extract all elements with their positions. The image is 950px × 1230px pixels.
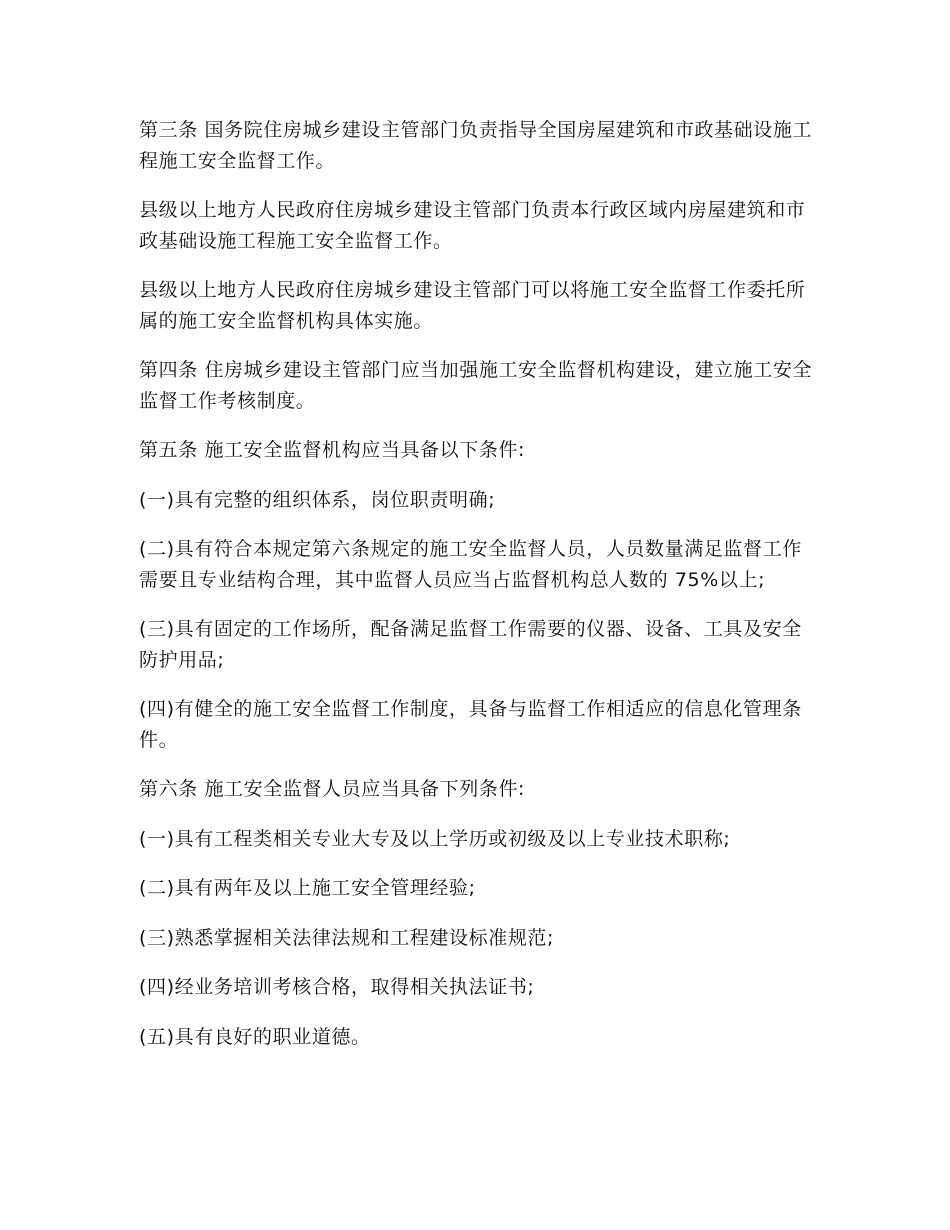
article-6-item-5: (五)具有良好的职业道德。 [139, 1025, 371, 1048]
article-6-item-3: (三)熟悉掌握相关法律法规和工程建设标准规范; [139, 926, 555, 949]
article-3-paragraph: 第三条 国务院住房城乡建设主管部门负责指导全国房屋建筑和市政基础设施工程施工安全监督工作。 [139, 119, 813, 172]
article-6-item-1: (一)具有工程类相关专业大专及以上学历或初级及以上专业技术职称; [139, 827, 731, 850]
county-delegation-paragraph: 县级以上地方人民政府住房城乡建设主管部门可以将施工安全监督工作委托所属的施工安全监督机构具体实施。 [139, 279, 806, 332]
article-4-paragraph: 第四条 住房城乡建设主管部门应当加强施工安全监督机构建设，建立施工安全监督工作考核制度。 [139, 359, 813, 412]
article-6-heading: 第六条 施工安全监督人员应当具备下列条件: [139, 778, 526, 800]
article-5-item-1: (一)具有完整的组织体系，岗位职责明确; [139, 488, 496, 511]
article-5-item-3: (三)具有固定的工作场所，配备满足监督工作需要的仪器、设备、工具及安全防护用品; [139, 618, 802, 671]
article-6-item-2: (二)具有两年及以上施工安全管理经验; [139, 877, 476, 899]
county-responsibility-paragraph: 县级以上地方人民政府住房城乡建设主管部门负责本行政区域内房屋建筑和市政基础设施工程施工安全监督工作。 [139, 199, 806, 252]
article-6-item-4: (四)经业务培训考核合格，取得相关执法证书; [139, 976, 535, 998]
article-5-item-2: (二)具有符合本规定第六条规定的施工安全监督人员，人员数量满足监督工作需要且专业结构合理，其中监督人员应当占监督机构总人数的 75%以上; [139, 538, 802, 591]
document-body [139, 115, 819, 1071]
article-5-item-4: (四)有健全的施工安全监督工作制度，具备与监督工作相适应的信息化管理条件。 [139, 698, 802, 751]
article-5-heading: 第五条 施工安全监督机构应当具备以下条件: [139, 439, 526, 461]
